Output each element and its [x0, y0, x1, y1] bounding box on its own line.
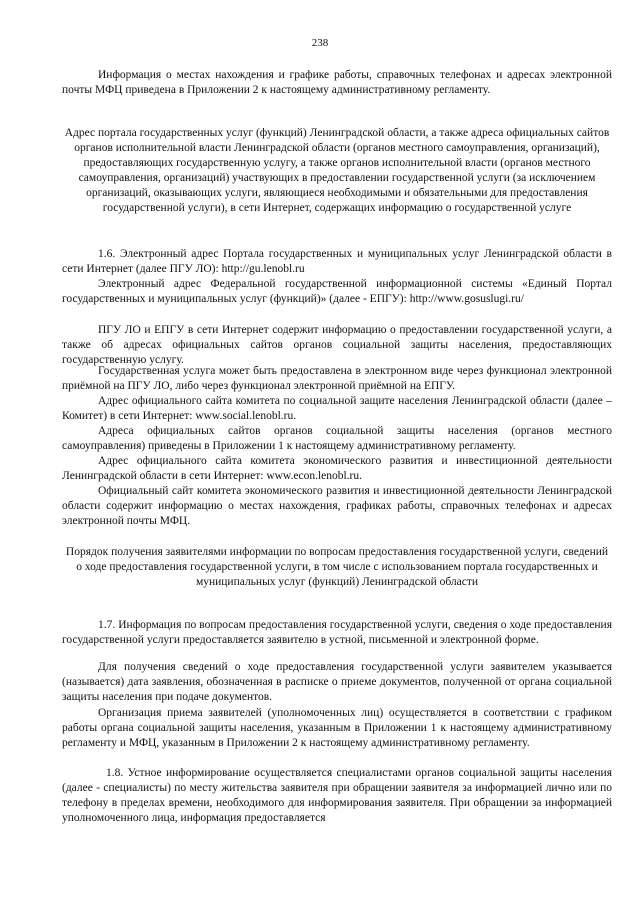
organs-sites-paragraph: Адреса официальных сайтов органов социальной защиты населения (органов местного самоуправления) приведены в Приложении 1 к настоящему административному регламенту. — [62, 425, 612, 452]
paragraph-1-8: 1.8. Устное информирование осуществляется специалистами органов социальной защиты населения (далее - специалисты) по месту жительства заявителя при обращении заявителя за информацией лично или по телефону в пределах времени, необходимого для информирования заявителя. При обращении за информацией уполномоченного лица, информация предоставляется — [62, 767, 612, 824]
committee-site-paragraph: Адрес официального сайта комитета по социальной защите населения Ленинградской области (далее – Комитет) в сети Интернет: www.social.lenobl.ru. — [62, 395, 612, 422]
electronic-service-paragraph: Государственная услуга может быть предоставлена в электронном виде через функционал электронной приёмной на ПГУ ЛО, либо через функционал электронной приёмной на ЕПГУ. — [62, 365, 612, 392]
paragraph-1-6: 1.6. Электронный адрес Портала государственных и муниципальных услуг Ленинградской области в сети Интернет (далее ПГУ ЛО): http://gu.lenobl.ru — [62, 248, 612, 275]
mfc-info-paragraph: Информация о местах нахождения и графике работы, справочных телефонах и адресах электронной почты МФЦ приведена в Приложении 2 к настоящему административному регламенту. — [62, 69, 612, 96]
econ-committee-address-paragraph: Адрес официального сайта комитета экономического развития и инвестиционной деятельности Ленинградской области в сети Интернет: www.econ.lenobl.ru. — [62, 455, 612, 482]
econ-committee-info-paragraph: Официальный сайт комитета экономического развития и инвестиционной деятельности Ленинградской области содержит информацию о местах нахождения, графиках работы, справочных телефонах и адресах электронной почты МФЦ. — [62, 485, 612, 527]
paragraph-1-7: 1.7. Информация по вопросам предоставления государственной услуги, сведения о ходе предоставления государственной услуги предоставляется заявителю в устной, письменной и электронной форме. — [62, 619, 612, 646]
reception-paragraph: Организация приема заявителей (уполномоченных лиц) осуществляется в соответствии с графиком работы органа социальной защиты населения, указанным в Приложении 1 к настоящему административному регламенту и МФЦ, указанным в Приложении 2 к настоящему административному регламенту. — [62, 707, 612, 749]
page-number: 238 — [311, 37, 329, 49]
portals-info-paragraph: ПГУ ЛО и ЕПГУ в сети Интернет содержит информацию о предоставлении государственной услуги, а также об адресах официальных сайтов органов социальной защиты населения, предоставляющих государственную услугу. — [62, 324, 612, 366]
section-heading-procedure: Порядок получения заявителями информации по вопросам предоставления государственной услуги, сведений о ходе предоставления государственной услуги, в том числе с использованием портала государственных и муниципальных услуг (функций) Ленинградской области — [65, 546, 609, 588]
section-heading-portals: Адрес портала государственных услуг (функций) Ленинградской области, а также адреса официальных сайтов органов исполнительной власти Ленинградской области (органов местного самоуправления, организаций), предоставляющих государственную услугу, а также органов исполнительной власти (органов местного самоуправления, организаций) участвующих в предоставлении государственной услуги (за исключением организаций, оказывающих услуги, являющиеся необходимыми и обязательными для предоставления государственной услуги), в сети Интернет, содержащих информацию о государственной услуге — [64, 127, 610, 214]
epgu-address-paragraph: Электронный адрес Федеральной государственной информационной системы «Единый Портал государственных и муниципальных услуг (функций)» (далее - ЕПГУ): http://www.gosuslugi.ru/ — [62, 278, 612, 305]
progress-info-paragraph: Для получения сведений о ходе предоставления государственной услуги заявителем указывается (называется) дата заявления, обозначенная в расписке о приеме документов, полученной от органа социальной защиты населения при подаче документов. — [62, 661, 612, 703]
